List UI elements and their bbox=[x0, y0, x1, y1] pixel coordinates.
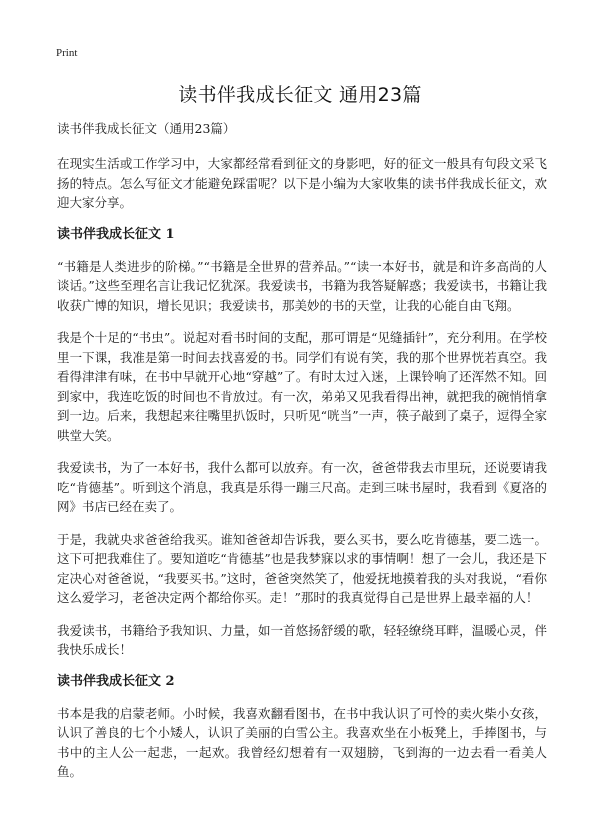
section-heading: 读书伴我成长征文 1 bbox=[57, 226, 175, 242]
section-paragraph: 于是，我就央求爸爸给我买。谁知爸爸却告诉我，要么买书，要么吃肯德基，要二选一。这下可把我难住了。要知道吃“肯德基”也是我梦寐以求的事情啊！想了一会儿，我还是下定决心对爸爸说，“我要买书。”这时，爸爸突然笑了，他爱抚地摸着我的头对我说，“看你这么爱学习，老爸决定两个都给你买。走！”那时的我真觉得自己是世界上最幸福的人！ bbox=[57, 531, 547, 605]
section-paragraph: 我爱读书，为了一本好书，我什么都可以放弃。有一次，爸爸带我去市里玩，还说要请我吃“肯德基”。听到这个消息，我真是乐得一蹦三尺高。走到三味书屋时，我看到《夏洛的网》书店已经在卖了。 bbox=[57, 460, 547, 514]
print-label[interactable]: Print bbox=[56, 47, 78, 59]
section-paragraph: 我是个十足的“书虫”。说起对看书时间的支配，那可谓是“见缝插针”，充分利用。在学校里一下课，我准是第一时间去找喜爱的书。同学们有说有笑，我的那个世界恍若真空。我看得津津有味，在书中早就开心地“穿越”了。有时太过入迷，上课铃响了还浑然不知。回到家中，我连吃饭的时间也不肯放过。有一次，弟弟又见我看得出神，就把我的碗悄悄拿到一边。后来，我想起来往嘴里扒饭时，只听见“咣当”一声，筷子敲到了桌子，逗得全家哄堂大笑。 bbox=[57, 330, 547, 443]
page-title: 读书伴我成长征文 通用23篇 bbox=[178, 84, 422, 106]
document-subtitle: 读书伴我成长征文（通用23篇） bbox=[57, 121, 236, 136]
intro-paragraph: 在现实生活或工作学习中，大家都经常看到征文的身影吧，好的征文一般具有句段文采飞扬的特点。怎么写征文才能避免踩雷呢？以下是小编为大家收集的读书伴我成长征文，欢迎大家分享。 bbox=[57, 156, 547, 210]
document-body bbox=[57, 120, 547, 795]
section-paragraph: 我爱读书，书籍给予我知识、力量，如一首悠扬舒缓的歌，轻轻缭绕耳畔，温暖心灵，伴我快乐成长！ bbox=[57, 622, 547, 657]
section-heading: 读书伴我成长征文 2 bbox=[57, 673, 175, 689]
section-paragraph: “书籍是人类进步的阶梯。”“书籍是全世界的营养品。”“读一本好书，就是和许多高尚的人谈话。”这些至理名言让我记忆犹深。我爱读书，书籍为我答疑解惑；我爱读书，书籍让我收获广博的知识，增长见识；我爱读书，那美妙的书的天堂，让我的心能自由飞翔。 bbox=[57, 258, 547, 313]
section-paragraph: 书本是我的启蒙老师。小时候，我喜欢翻看图书，在书中我认识了可怜的卖火柴小女孩，认识了善良的七个小矮人，认识了美丽的白雪公主。我喜欢坐在小板凳上，手捧图书，与书中的主人公一起悲，一起欢。我曾经幻想着有一双翅膀，飞到海的一边去看一看美人鱼。 bbox=[57, 705, 547, 779]
